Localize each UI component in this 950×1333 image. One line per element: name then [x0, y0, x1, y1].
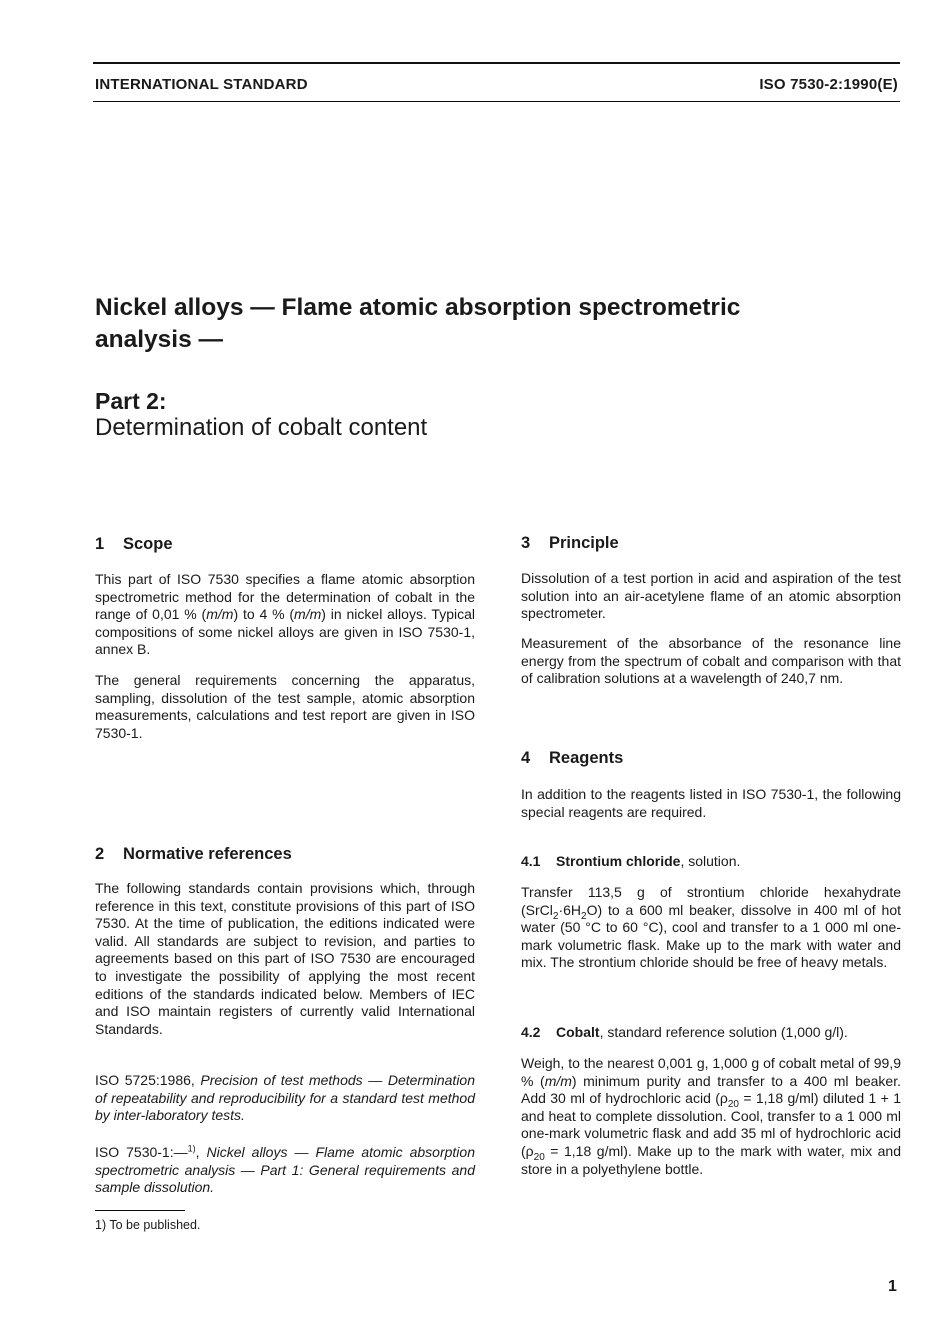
normative-title: Normative references [123, 845, 292, 863]
document-title [95, 292, 855, 356]
footnote-rule [95, 1210, 185, 1211]
principle-paragraph-1: Dissolution of a test portion in acid and aspiration of the test solution into an air-acetylene flame of an atomic absorption spectrometer. [521, 570, 901, 622]
reagents-title: Reagents [549, 749, 624, 767]
reagent-4-1-text: Transfer 113,5 g of strontium chloride hexahydrate $(SrCl_2\cdot 6H_2O)$ to a 600 ml beaker, dissolve in 400 ml of hot water (50 °C to 60 °C), cool and transfer to a 1 000 ml one-mark volumetric flask. Make up to the mark with water and mix. The strontium chloride should be free of heavy metals. [521, 884, 901, 971]
reagents-paragraph: In addition to the reagents listed in ISO 7530-1, the following special reagents are required. [521, 786, 901, 820]
scope-title: Scope [123, 535, 173, 553]
normative-number: 2 [95, 845, 105, 863]
reagents-heading [521, 749, 623, 768]
title-line-2: analysis — [95, 326, 224, 353]
principle-paragraph-2: Measurement of the absorbance of the resonance line energy from the spectrum of cobalt and comparison with that of calibration solutions at a wavelength of 240,7 nm. [521, 635, 901, 687]
principle-title: Principle [549, 534, 619, 552]
reference-iso-5725: ISO 5725:1986, Precision of test methods — Determination of repeatability and reproducibility for a standard test method by inter-laboratory tests. [95, 1072, 475, 1124]
scope-paragraph-1: This part of ISO 7530 specifies a flame atomic absorption spectrometric method for the determination of cobalt in the range of 0,01 % (m/m) to 4 % (m/m) in nickel alloys. Typical compositions of some nickel alloys are given in ISO 7530-1, annex B. [95, 571, 475, 658]
footnote: 1) To be published. [95, 1218, 201, 1232]
title-line-1: Nickel alloys — Flame atomic absorption spectrometric [95, 294, 741, 321]
header-bottom-rule [93, 101, 900, 102]
reagent-4-2-text: Weigh, to the nearest 0,001 g, 1,000 g of cobalt metal of 99,9 % (m/m) minimum purity and transfer to a 400 ml beaker. Add 30 ml of hydrochloric acid ($\rho_{20} = 1,18$ g/ml) diluted 1 + 1 and heat to complete dissolution. Cool, transfer to a 1 000 ml one-mark volumetric flask and add 35 ml of hydrochloric acid ($\rho_{20} = 1,18$ g/ml). Make up to the mark with water, mix and store in a polyethylene bottle. [521, 1055, 902, 1177]
header-left: INTERNATIONAL STANDARD [95, 76, 308, 93]
principle-number: 3 [521, 534, 531, 552]
header-right: ISO 7530-2:1990(E) [759, 76, 898, 93]
normative-paragraph: The following standards contain provisions which, through reference in this text, constitute provisions of this part of ISO 7530. At the time of publication, the editions indicated were valid. All standards are subject to revision, and parties to agreements based on this part of ISO 7530 are encouraged to investigate the possibility of applying the most recent editions of the standards indicated below. Members of IEC and ISO maintain registers of currently valid International Standards. [95, 880, 475, 1037]
scope-number: 1 [95, 535, 105, 553]
reagent-4-2-heading: 4.2 Cobalt, standard reference solution (1,000 g/l). [521, 1024, 848, 1040]
header-top-rule [93, 62, 900, 64]
scope-heading [95, 535, 173, 554]
reagents-number: 4 [521, 749, 531, 767]
normative-heading [95, 845, 292, 864]
part-label: Part 2: [95, 388, 167, 414]
reagent-4-1-heading: 4.1 Strontium chloride, solution. [521, 853, 741, 869]
document-subtitle: Determination of cobalt content [95, 414, 428, 441]
reference-iso-7530-1: ISO 7530-1:—$^{1)}$, Nickel alloys — Flame atomic absorption spectrometric analysis — Part 1: General requirements and sample dissolution. [95, 1143, 475, 1196]
principle-heading [521, 534, 619, 553]
page-number: 1 [888, 1278, 897, 1295]
scope-paragraph-2: The general requirements concerning the apparatus, sampling, dissolution of the test sample, atomic absorption measurements, calculations and test report are given in ISO 7530-1. [95, 672, 475, 741]
